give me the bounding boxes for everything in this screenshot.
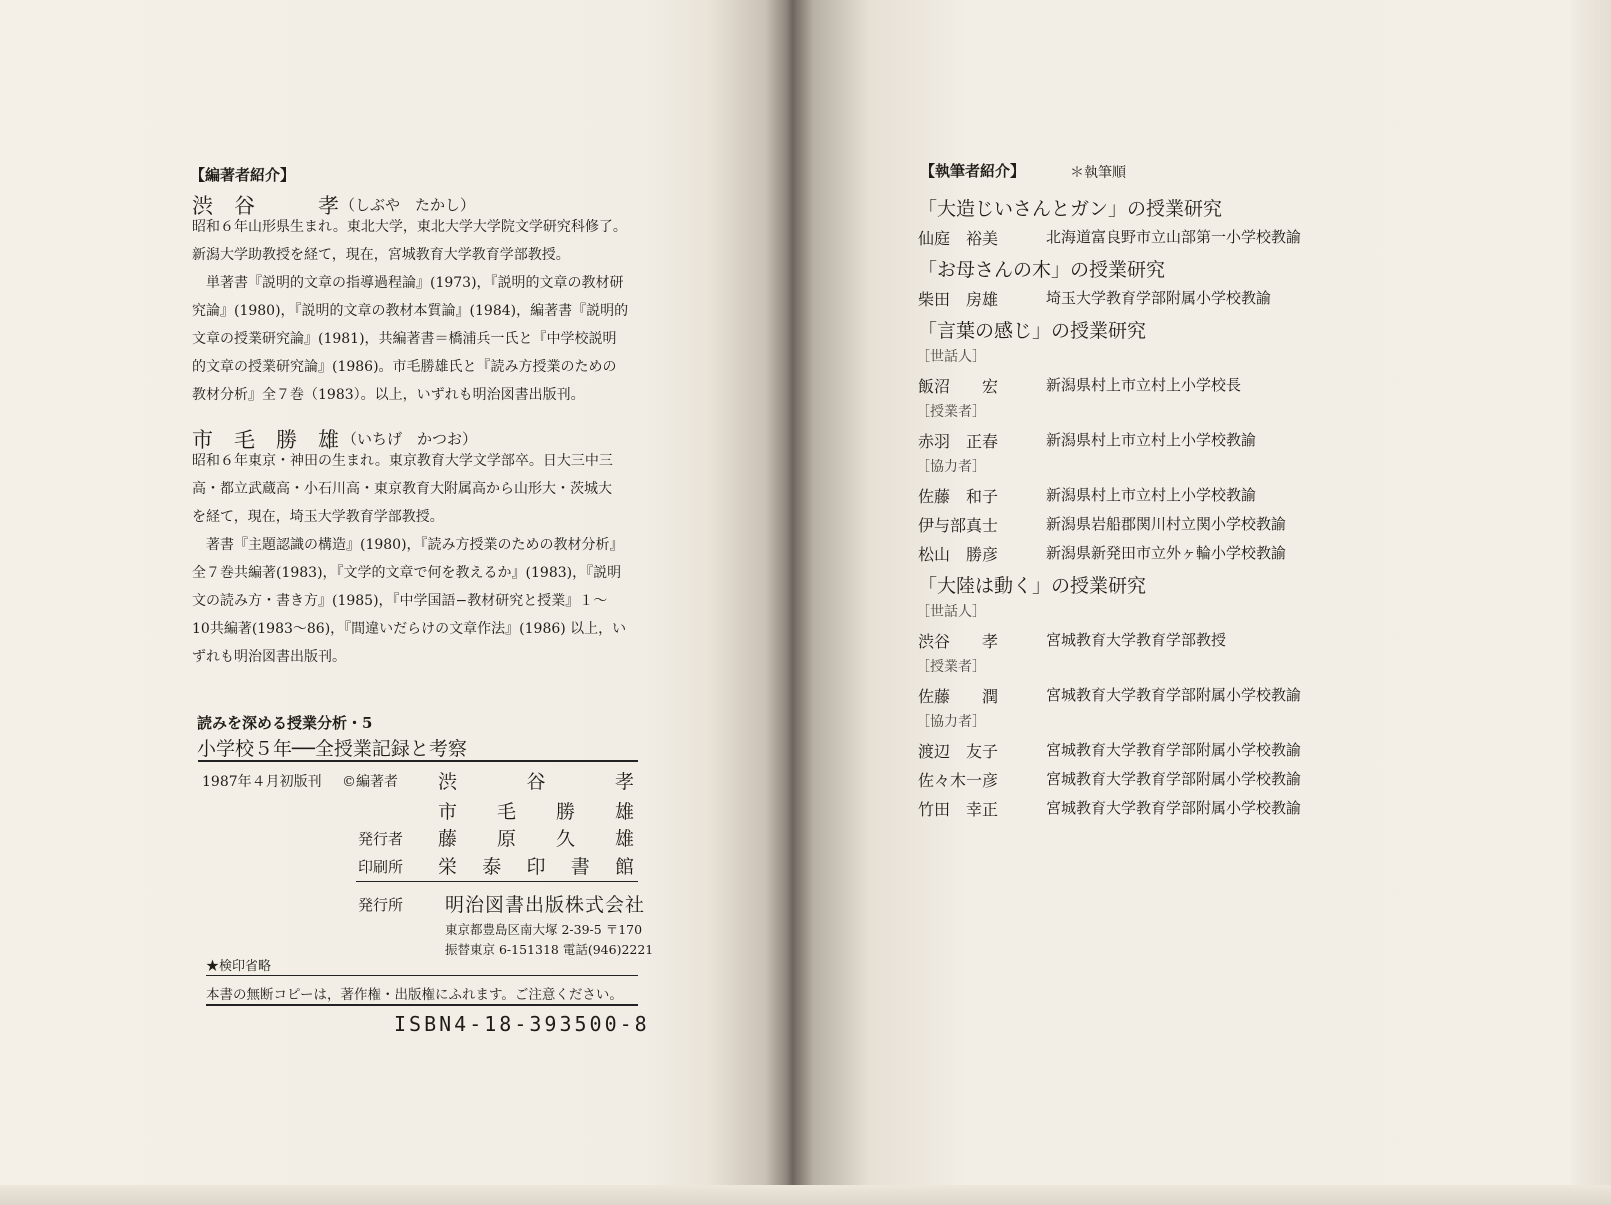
publish-date: 1987年４月初版刊: [202, 774, 322, 790]
author-affiliation: 新潟県村上市立村上小学校教諭: [1046, 486, 1257, 504]
author-affiliation: 宮城教育大学教育学部教授: [1046, 631, 1227, 649]
order-note: ＊執筆順: [1070, 165, 1126, 181]
author-name: 竹田 幸正: [918, 800, 999, 819]
author-name: 伊与部真士: [918, 516, 999, 535]
author-affiliation: 新潟県村上市立村上小学校教諭: [1046, 431, 1257, 449]
role-label: ［授業者］: [916, 404, 986, 420]
name-char: 谷: [526, 771, 546, 793]
name-char: 雄: [614, 828, 634, 850]
author-name: 赤羽 正春: [918, 432, 999, 451]
ichige-name: 市 毛 勝 雄: [192, 428, 339, 452]
section-title: 「お母さんの木」の授業研究: [918, 259, 1166, 281]
role-label: ［協力者］: [916, 714, 986, 730]
shibuya-reading: （しぶや たかし）: [340, 196, 476, 214]
bio-line: 全７巻共編著(1983)，『文学的文章で何を教えるか』(1983)，『説明: [192, 565, 622, 581]
editor2-name: [438, 797, 634, 824]
name-char: 印: [526, 856, 546, 878]
colophon-mid-rule: [356, 881, 638, 882]
printer-name: [438, 852, 634, 879]
book-title: 小学校５年──全授業記録と考察: [197, 738, 467, 760]
seal-note: ★検印省略: [206, 959, 272, 974]
page-bottom-edge: [0, 1185, 1611, 1205]
name-char: 雄: [614, 801, 634, 823]
name-char: 館: [614, 856, 634, 878]
page-edge: [1571, 0, 1611, 1205]
author-affiliation: 宮城教育大学教育学部附属小学校教諭: [1046, 799, 1302, 817]
name-char: 久: [555, 828, 575, 850]
name-char: 孝: [614, 771, 634, 793]
role-label: ［協力者］: [916, 459, 986, 475]
author-affiliation: 宮城教育大学教育学部附属小学校教諭: [1046, 686, 1302, 704]
bio-line: 著書『主題認識の構造』(1980)，『読み方授業のための教材分析』: [206, 537, 624, 553]
bio-line: 昭和６年山形県生まれ。東北大学，東北大学大学院文学研究科修了。: [192, 219, 627, 235]
publisher-label: 発行者: [358, 830, 404, 848]
bio-line: 究論』(1980)，『説明的文章の教材本質論』(1984)，編著書『説明的: [192, 303, 629, 319]
author-affiliation: 新潟県村上市立村上小学校長: [1046, 376, 1242, 394]
bio-line: 昭和６年東京・神田の生まれ。東京教育大学文学部卒。日大三中三: [192, 453, 613, 469]
name-char: 栄: [438, 856, 458, 878]
author-name: 松山 勝彦: [918, 545, 999, 564]
name-char: 書: [570, 856, 590, 878]
name-char: 毛: [496, 801, 516, 823]
editors-header: 【編著者紹介】: [190, 166, 296, 184]
author-name: 仙庭 裕美: [918, 229, 999, 248]
publisher-name: [438, 824, 634, 851]
bio-line: 単著書『説明的文章の指導過程論』(1973)，『説明的文章の教材研: [206, 275, 624, 291]
author-affiliation: 宮城教育大学教育学部附属小学校教諭: [1046, 741, 1302, 759]
copyright-top-rule: [206, 975, 638, 976]
author-affiliation: 北海道富良野市立山部第一小学校教諭: [1046, 228, 1302, 246]
bio-line: 新潟大学助教授を経て，現在，宮城教育大学教育学部教授。: [192, 247, 570, 263]
office-address: 東京都豊島区南大塚 2-39-5 〒170: [445, 922, 643, 937]
role-label: ［世話人］: [916, 349, 986, 365]
author-affiliation: 埼玉大学教育学部附属小学校教諭: [1046, 289, 1272, 307]
bio-line: を経て，現在，埼玉大学教育学部教授。: [192, 509, 444, 525]
shibuya-name: 渋 谷 孝: [192, 194, 339, 218]
author-name: 渋谷 孝: [918, 632, 999, 651]
name-char: 市: [438, 801, 458, 823]
author-affiliation: 宮城教育大学教育学部附属小学校教諭: [1046, 770, 1302, 788]
section-title: 「言葉の感じ」の授業研究: [918, 320, 1147, 342]
name-char: 藤: [438, 828, 458, 850]
office-name: 明治図書出版株式会社: [445, 894, 646, 916]
editors-label: ©編著者: [342, 774, 398, 790]
bio-line: 文章の授業研究論』(1981)，共編著書＝橋浦兵一氏と『中学校説明: [192, 331, 617, 347]
name-char: 勝: [555, 801, 575, 823]
bio-line: 教材分析』全７巻（1983）。以上，いずれも明治図書出版刊。: [192, 387, 585, 403]
office-phone: 振替東京 6-151318 電話(946)2221: [445, 942, 654, 957]
bio-line: ずれも明治図書出版刊。: [192, 649, 346, 665]
author-name: 飯沼 宏: [918, 377, 999, 396]
section-title: 「大造じいさんとガン」の授業研究: [918, 198, 1223, 220]
author-affiliation: 新潟県岩船郡関川村立関小学校教諭: [1046, 515, 1287, 533]
author-name: 渡辺 友子: [918, 742, 999, 761]
copyright-bottom-rule: [206, 1004, 638, 1006]
authors-header: 【執筆者紹介】: [920, 162, 1026, 180]
printer-label: 印刷所: [358, 858, 404, 876]
author-name: 佐藤 潤: [918, 687, 999, 706]
ichige-reading: （いちげ かつお）: [342, 430, 478, 448]
name-char: 渋: [438, 771, 458, 793]
office-label: 発行所: [358, 896, 404, 914]
bio-line: 文の読み方・書き方』(1985)，『中学国語−教材研究と授業』１〜: [192, 593, 608, 609]
role-label: ［世話人］: [916, 604, 986, 620]
bio-line: 的文章の授業研究論』(1986)。市毛勝雄氏と『読み方授業のための: [192, 359, 617, 375]
editor1-name: [438, 767, 634, 794]
role-label: ［授業者］: [916, 659, 986, 675]
isbn: ISBN4-18-393500-8: [394, 1012, 650, 1036]
section-title: 「大陸は動く」の授業研究: [918, 575, 1147, 597]
author-affiliation: 新潟県新発田市立外ヶ輪小学校教諭: [1046, 544, 1287, 562]
colophon-top-rule: [198, 760, 638, 762]
series-title: 読みを深める授業分析・5: [197, 714, 373, 732]
author-name: 佐々木一彦: [918, 771, 999, 790]
bio-line: 高・都立武蔵高・小石川高・東京教育大附属高から山形大・茨城大: [192, 481, 612, 497]
name-char: 泰: [482, 856, 502, 878]
bio-line: 10共編著(1983〜86)，『間違いだらけの文章作法』(1986) 以上，い: [192, 621, 627, 637]
author-name: 柴田 房雄: [918, 290, 999, 309]
author-name: 佐藤 和子: [918, 487, 999, 506]
copyright-note: 本書の無断コピーは，著作権・出版権にふれます。ご注意ください。: [206, 987, 623, 1003]
name-char: 原: [496, 828, 516, 850]
